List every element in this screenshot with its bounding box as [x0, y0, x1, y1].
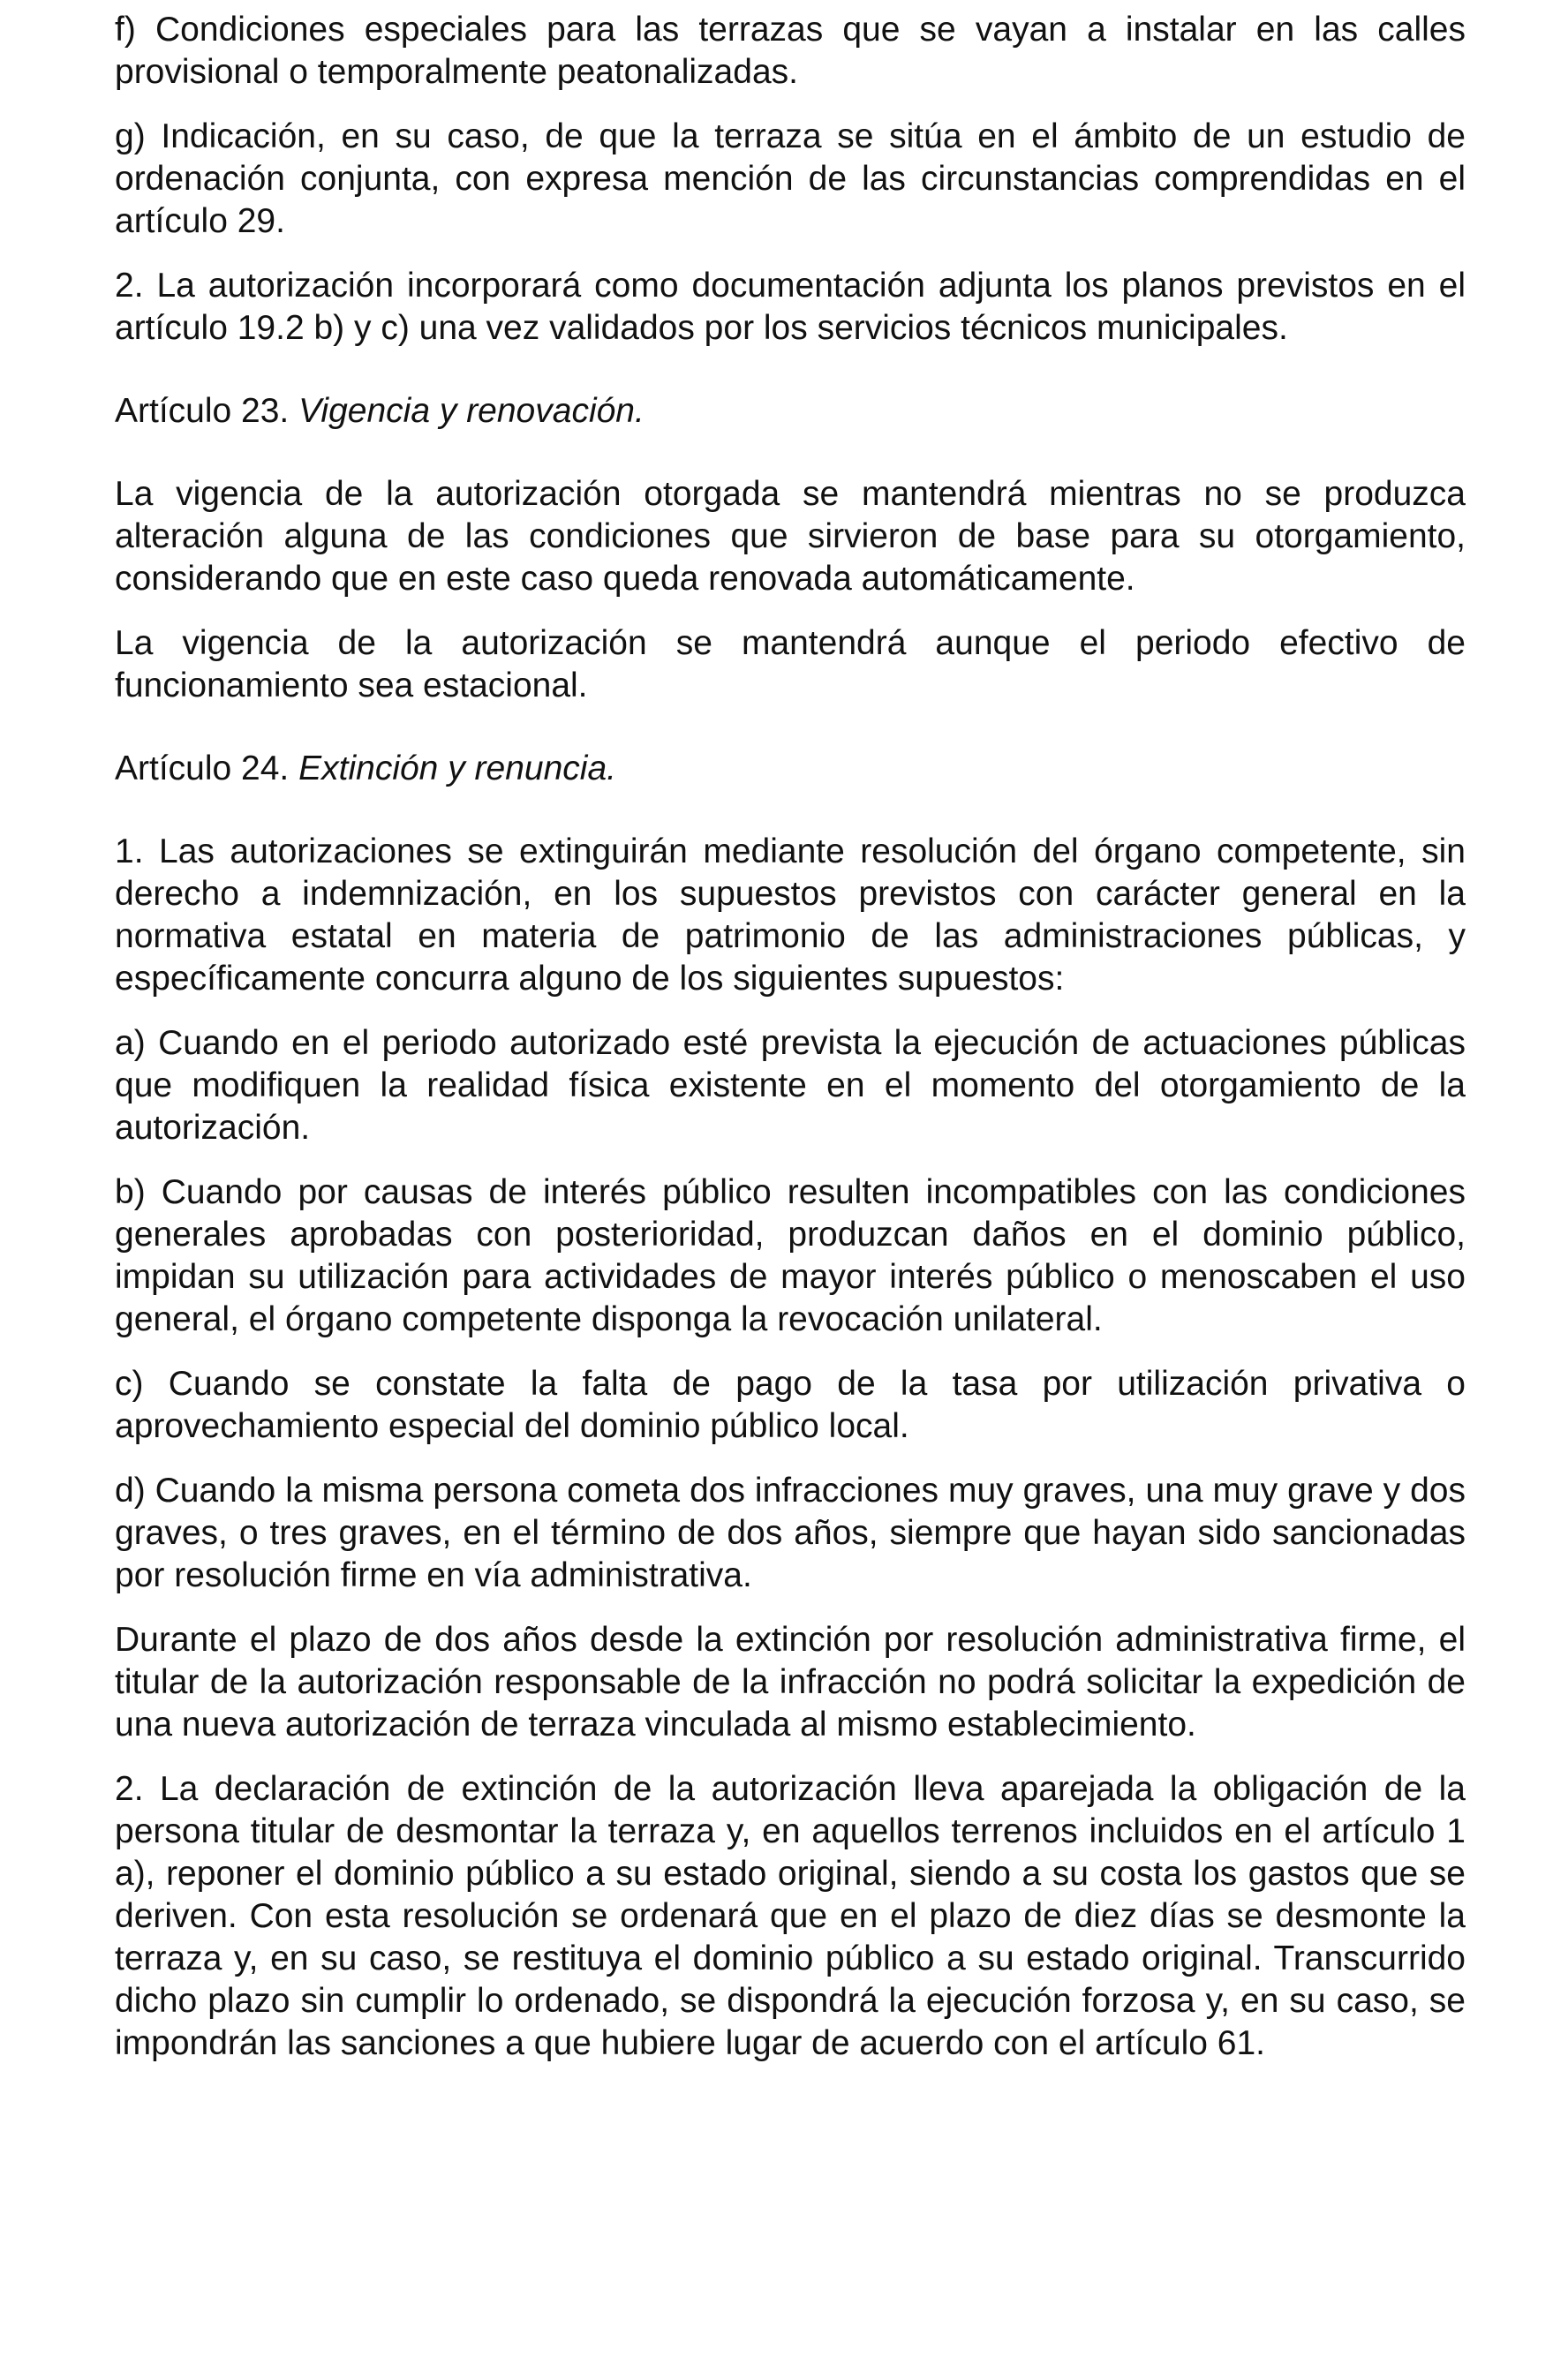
article-24-title: Extinción y renuncia.	[298, 749, 616, 787]
paragraph-g: g) Indicación, en su caso, de que la terraza se sitúa en el ámbito de un estudio de ordenación conjunta, con expresa mención de las circunstancias comprendidas en el artículo 29.	[115, 117, 1466, 240]
article-24-heading	[115, 748, 1466, 790]
article-23-heading	[115, 390, 1466, 433]
article-23-number: Artículo 23.	[115, 392, 290, 430]
paragraph-2-planos: 2. La autorización incorporará como documentación adjunta los planos previstos en el artículo 19.2 b) y c) una vez validados por los servicios técnicos municipales.	[115, 267, 1466, 347]
article-24-paragraph-d: d) Cuando la misma persona cometa dos infracciones muy graves, una muy grave y dos graves, o tres graves, en el término de dos años, siempre que hayan sido sancionadas por resolución firme en vía administrativa.	[115, 1472, 1466, 1594]
article-24-paragraph-1: 1. Las autorizaciones se extinguirán mediante resolución del órgano competente, sin derecho a indemnización, en los supuestos previstos con carácter general en la normativa estatal en materia de patrimonio de las administraciones públicas, y específicamente concurra alguno de los siguientes supuestos:	[115, 832, 1466, 998]
article-23-paragraph: La vigencia de la autorización otorgada se mantendrá mientras no se produzca alteración alguna de las condiciones que sirvieron de base para su otorgamiento, considerando que en este caso queda renovada automáticamente.	[115, 475, 1466, 598]
article-24-number: Artículo 24.	[115, 749, 290, 787]
article-24-paragraph-a: a) Cuando en el periodo autorizado esté prevista la ejecución de actuaciones públicas que modifiquen la realidad física existente en el momento del otorgamiento de la autorización.	[115, 1024, 1466, 1147]
article-24-paragraph-c: c) Cuando se constate la falta de pago de la tasa por utilización privativa o aprovechamiento especial del dominio público local.	[115, 1365, 1466, 1445]
paragraph-f: f) Condiciones especiales para las terrazas que se vayan a instalar en las calles provisional o temporalmente peatonalizadas.	[115, 11, 1466, 91]
article-23-title: Vigencia y renovación.	[298, 392, 645, 430]
document-page	[115, 9, 1466, 2087]
article-23-paragraph: La vigencia de la autorización se mantendrá aunque el periodo efectivo de funcionamiento sea estacional.	[115, 624, 1466, 704]
article-24-paragraph-durante: Durante el plazo de dos años desde la extinción por resolución administrativa firme, el titular de la autorización responsable de la infracción no podrá solicitar la expedición de una nueva autorización de terraza vinculada al mismo establecimiento.	[115, 1621, 1466, 1744]
article-24-paragraph-b: b) Cuando por causas de interés público resulten incompatibles con las condiciones generales aprobadas con posterioridad, produzcan daños en el dominio público, impidan su utilización para actividades de mayor interés público o menoscaben el uso general, el órgano competente disponga la revocación unilateral.	[115, 1173, 1466, 1338]
article-24-paragraph-2: 2. La declaración de extinción de la autorización lleva aparejada la obligación de la persona titular de desmontar la terraza y, en aquellos terrenos incluidos en el artículo 1 a), reponer el dominio público a su estado original, siendo a su costa los gastos que se deriven. Con esta resolución se ordenará que en el plazo de diez días se desmonte la terraza y, en su caso, se restituya el dominio público a su estado original. Transcurrido dicho plazo sin cumplir lo ordenado, se dispondrá la ejecución forzosa y, en su caso, se impondrán las sanciones a que hubiere lugar de acuerdo con el artículo 61.	[115, 1770, 1466, 2062]
